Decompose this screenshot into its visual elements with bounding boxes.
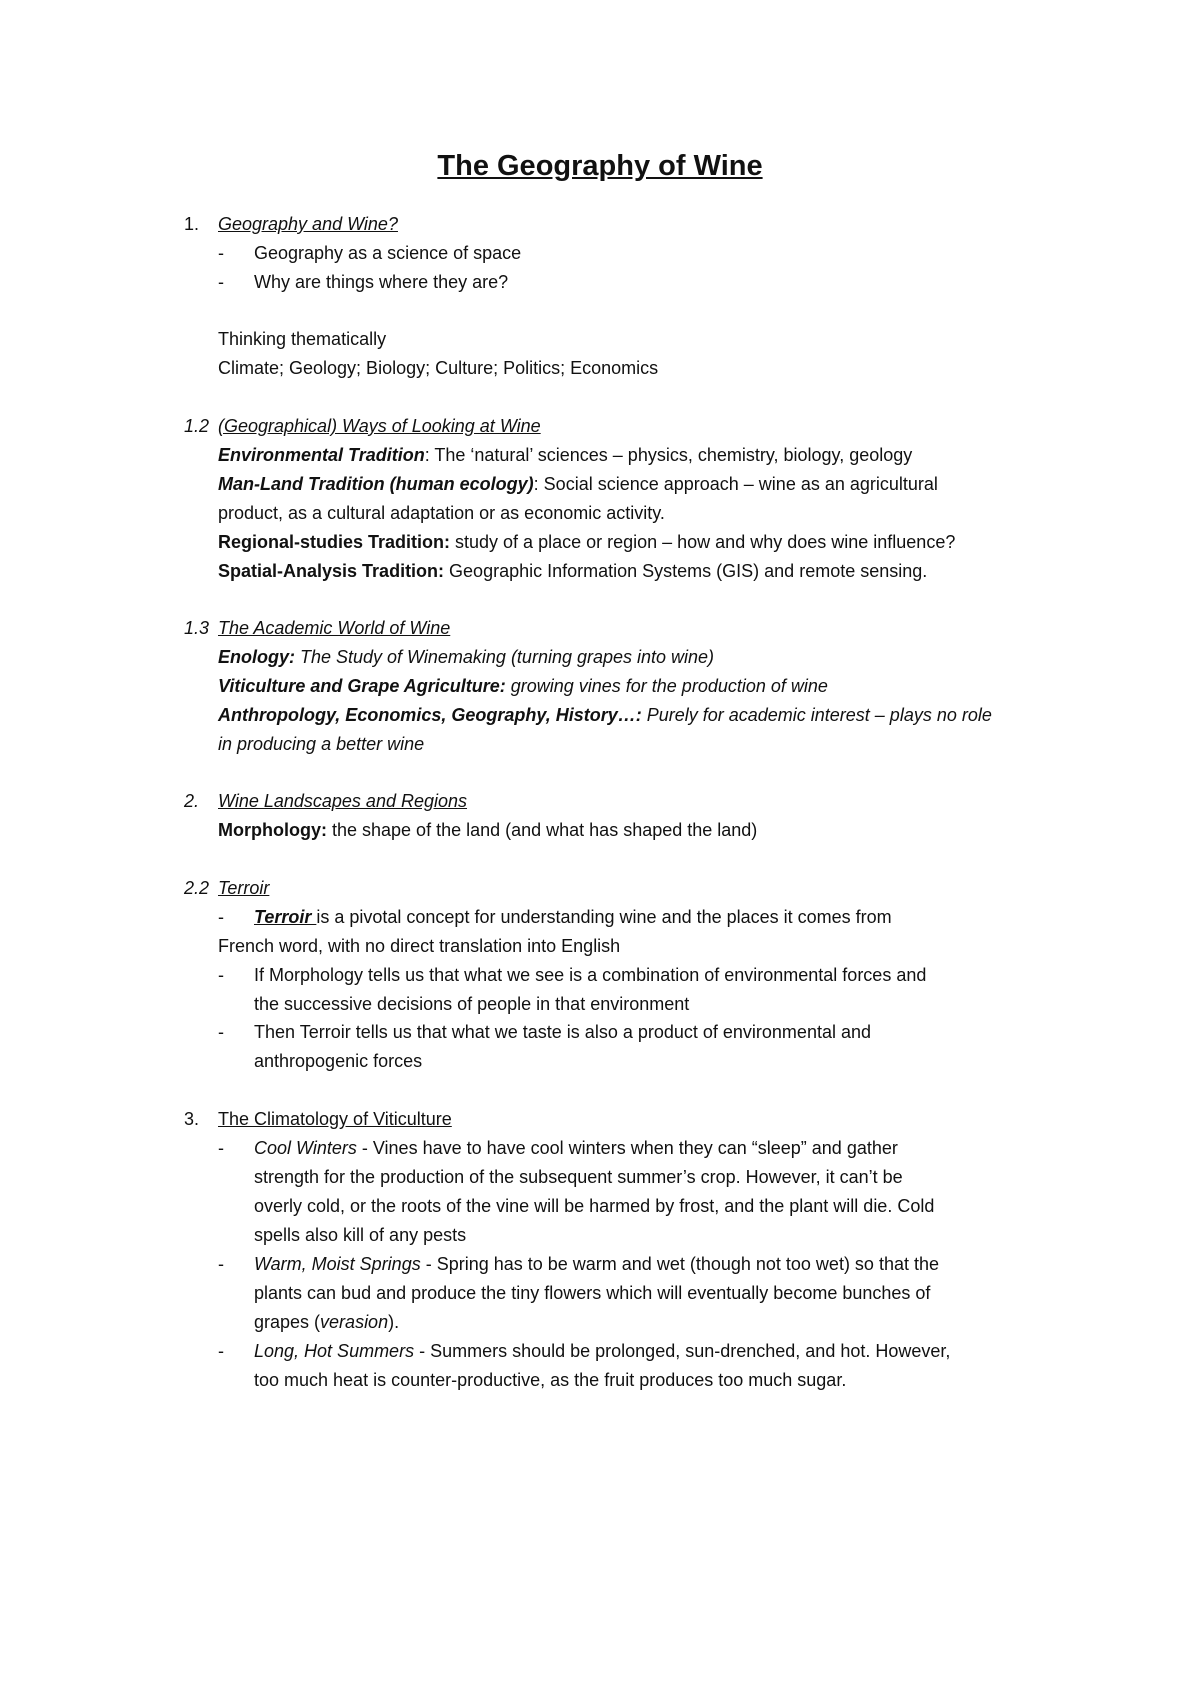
bullet-text bbox=[254, 1339, 950, 1363]
paragraph-line: in producing a better wine bbox=[218, 734, 425, 754]
term-text: grapes ( bbox=[254, 1312, 321, 1332]
section-number: 1. bbox=[184, 214, 200, 234]
paragraph-line bbox=[218, 472, 938, 496]
bullet-text bbox=[254, 1310, 399, 1334]
paragraph-line bbox=[218, 559, 927, 583]
term-text: ). bbox=[388, 1312, 400, 1332]
section-heading: (Geographical) Ways of Looking at Wine bbox=[218, 416, 541, 436]
bullet-text: If Morphology tells us that what we see is a combination of environmental forces and bbox=[254, 965, 927, 985]
term: Morphology: bbox=[218, 820, 327, 840]
term-text: is a pivotal concept for understanding wine and the places it comes from bbox=[316, 907, 892, 927]
paragraph-line bbox=[218, 645, 714, 669]
bullet-text: strength for the production of the subsequent summer’s crop. However, it can’t be bbox=[254, 1167, 903, 1187]
section-number: 3. bbox=[184, 1109, 200, 1129]
term-text: The Study of Winemaking (turning grapes into wine) bbox=[295, 647, 715, 667]
bullet-dash: - bbox=[218, 907, 224, 927]
term: Warm, Moist Springs bbox=[254, 1254, 421, 1274]
term: Cool Winters bbox=[254, 1138, 357, 1158]
term-text: - Spring has to be warm and wet (though not too wet) so that the bbox=[420, 1254, 939, 1274]
bullet-text: anthropogenic forces bbox=[254, 1051, 423, 1071]
paragraph-line: product, as a cultural adaptation or as economic activity. bbox=[218, 503, 665, 523]
term: Enology: bbox=[218, 647, 295, 667]
term: Man-Land Tradition (human ecology) bbox=[218, 474, 534, 494]
paragraph-line bbox=[218, 674, 828, 698]
section-heading: The Academic World of Wine bbox=[218, 618, 451, 638]
term: Environmental Tradition bbox=[218, 445, 425, 465]
section-number: 1.3 bbox=[184, 618, 210, 638]
paragraph-line bbox=[218, 530, 955, 554]
section-number: 1.2 bbox=[184, 416, 210, 436]
term: verasion bbox=[320, 1312, 389, 1332]
bullet-dash: - bbox=[218, 1022, 224, 1042]
paragraph-line bbox=[218, 443, 912, 467]
section-number: 2.2 bbox=[184, 878, 210, 898]
theme-list: Climate; Geology; Biology; Culture; Politics; Economics bbox=[218, 358, 659, 378]
paragraph-line bbox=[218, 703, 992, 727]
term: Anthropology, Economics, Geography, History…: bbox=[218, 705, 642, 725]
bullet-text: overly cold, or the roots of the vine will be harmed by frost, and the plant will die. Cold bbox=[254, 1196, 935, 1216]
bullet-text: Then Terroir tells us that what we taste is also a product of environmental and bbox=[254, 1022, 871, 1042]
bullet-text bbox=[254, 1252, 939, 1276]
term: Terroir bbox=[254, 907, 317, 927]
term-text: study of a place or region – how and why does wine influence? bbox=[450, 532, 956, 552]
term-text: - Vines have to have cool winters when they can “sleep” and gather bbox=[356, 1138, 898, 1158]
bullet-text: too much heat is counter-productive, as the fruit produces too much sugar. bbox=[254, 1370, 847, 1390]
bullet-text bbox=[254, 1136, 898, 1160]
bullet-dash: - bbox=[218, 243, 224, 263]
term-text: the shape of the land (and what has shaped the land) bbox=[326, 820, 758, 840]
bullet-dash: - bbox=[218, 1138, 224, 1158]
section-heading: Geography and Wine? bbox=[218, 214, 398, 234]
term: Spatial-Analysis Tradition: bbox=[218, 561, 445, 581]
page-title: The Geography of Wine bbox=[437, 150, 763, 182]
section-number: 2. bbox=[184, 791, 200, 811]
term-text: - Summers should be prolonged, sun-drenched, and hot. However, bbox=[414, 1341, 951, 1361]
bullet-dash: - bbox=[218, 965, 224, 985]
bullet-text: spells also kill of any pests bbox=[254, 1225, 467, 1245]
term-text: growing vines for the production of wine bbox=[505, 676, 828, 696]
term-text: Purely for academic interest – plays no role bbox=[641, 705, 992, 725]
bullet-text: plants can bud and produce the tiny flowers which will eventually become bunches of bbox=[254, 1283, 931, 1303]
bullet-text: Why are things where they are? bbox=[254, 272, 509, 292]
bullet-dash: - bbox=[218, 272, 224, 292]
section-heading: Wine Landscapes and Regions bbox=[218, 791, 468, 811]
bullet-text: Geography as a science of space bbox=[254, 243, 522, 263]
bullet-dash: - bbox=[218, 1254, 224, 1274]
section-heading: The Climatology of Viticulture bbox=[218, 1109, 452, 1129]
paragraph-line bbox=[218, 818, 757, 842]
term-text: Geographic Information Systems (GIS) and remote sensing. bbox=[444, 561, 928, 581]
bullet-dash: - bbox=[218, 1341, 224, 1361]
term-text: : The ‘natural’ sciences – physics, chemistry, biology, geology bbox=[424, 445, 913, 465]
theme-label: Thinking thematically bbox=[218, 329, 387, 349]
bullet-text bbox=[254, 905, 892, 929]
term-text: : Social science approach – wine as an agricultural bbox=[533, 474, 938, 494]
term: Viticulture and Grape Agriculture: bbox=[218, 676, 506, 696]
term: Long, Hot Summers bbox=[254, 1341, 415, 1361]
paragraph-line: French word, with no direct translation into English bbox=[218, 936, 621, 956]
term: Regional-studies Tradition: bbox=[218, 532, 451, 552]
section-heading: Terroir bbox=[218, 878, 270, 898]
bullet-text: the successive decisions of people in that environment bbox=[254, 994, 690, 1014]
